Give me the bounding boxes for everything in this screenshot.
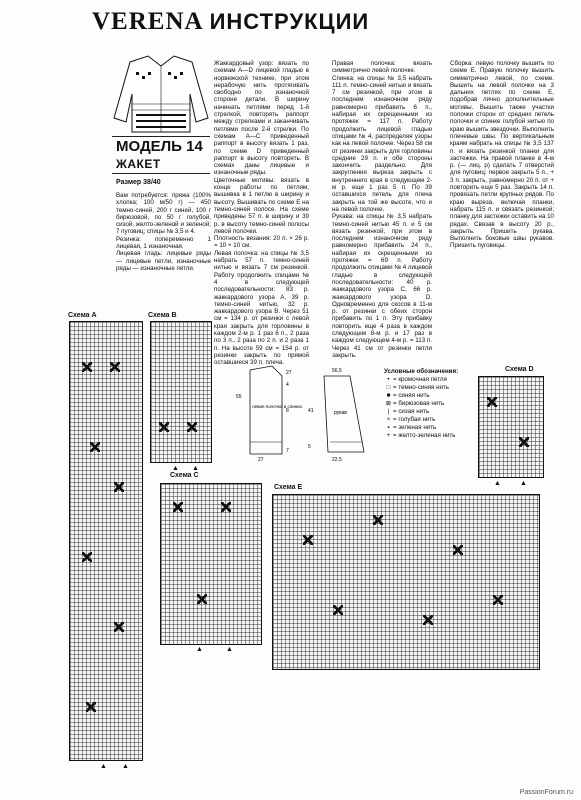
legend-symbol-icon: □	[386, 384, 391, 391]
dim-label: 41	[308, 408, 314, 414]
schema-a-label: Схема А	[68, 312, 97, 319]
schema-e-label: Схема Е	[274, 484, 303, 491]
repeat-arrow-icon: ▲	[494, 480, 501, 487]
footer-watermark: PassionForum.ru	[519, 789, 573, 796]
instructions-col-4: Сборка: левую полочку вышить по схеме Е. Правую полочку вышить симметрично левой, по схеме. Вышить на левой полочке на 3 дальних петлях по схеме Е, подобрав лично дополнительные мотивы. Вышить также участки полочки сторон от средних петель полочки и спинке голубой нитью по краю вышить звездочки. Выполнить плечевые швы. По вертикальным краям набрать на спицы № 3,5 137 п. и вязать резинкой планки для застежки. На правой планке в 4-м р. (— лиц. р) сделать 7 отверстий для пуговиц: первое закрыть 5 п., + 3 п. закрыть, равномерно 20 п. от + повторить еще 5 раз. Закрыть 14 п. провязать петли крупных рядов. По краю выреза, включая планки, набрать 115 п. и связать резинкой; планку для застежки оставить на 10 рядах. Связав в высоту 20 р., закрыть. Пришить рукава. Выполнить боковые швы рукавов. Пришить пуговицы.	[450, 60, 554, 250]
legend-text: = синяя нить	[393, 392, 430, 399]
dim-label: 27	[258, 457, 264, 462]
motif	[373, 515, 383, 525]
legend-symbol-icon: ⊠	[385, 400, 392, 407]
dim-label: 56,5	[332, 368, 342, 374]
repeat-arrow-icon: ▲	[192, 465, 199, 472]
schema-e-grid	[272, 494, 540, 670]
schema-a-grid	[69, 321, 143, 761]
legend-text: = бирюзовая нить	[393, 400, 445, 407]
dim-label: 5	[308, 444, 311, 450]
schema-c-grid	[160, 483, 262, 645]
model-title: ЖАКЕТ	[116, 157, 161, 171]
legend-symbol-icon: +	[386, 432, 391, 439]
divider	[112, 173, 210, 174]
dim-label: 4	[286, 382, 289, 388]
motif	[187, 422, 197, 432]
sleeve-label: рукав	[334, 410, 347, 416]
dim-label: 7	[286, 448, 289, 454]
motif	[114, 622, 124, 632]
motif	[519, 437, 529, 447]
motif	[86, 702, 96, 712]
repeat-arrow-icon: ▲	[100, 763, 107, 770]
legend-symbol-icon: •	[387, 376, 390, 383]
instructions-col-3: Правая полочка: вязать симметрично левой полочке. Спинка: на спицы № 3,5 набрать 111 п. темно-синей нитью и вязать 7 см резинкой, при этом в последнем изнаночном ряду равномерно прибавить 6 п., набирая их скрещенными из протяжек = 117 п. Работу продолжить лицевой гладью спицами № 4, распределяя узоры как на левой полочке. Через 58 см от резинки закрыть для горловины средние 29 п. и обе стороны закончить раздельно. Для закругления выреза закрыть с внутреннего края в следующем 2-м р. еще 1 раз 5 п. По 39 оставшихся петель для плеча закрыть на той же высоте, что и на левой полочке. Рукава: на спицы № 3,5 набрать темно-синей нитью 45 п. и 5 см вязать резинкой, при этом в последнем изнаночном ряду равномерно прибавить 24 п., набирая их скрещенными из протяжек = 69 п. Работу продолжить спицами № 4 лицевой гладью в следующей последовательности: 40 р. жаккардового узора С, 66 р. жаккардового узора D. Одновременно для скосов в 11-м р. от резинки с обеих сторон прибавить по 1 п. Эту прибавку повторить еще 4 раза в каждом следующем 8-м р. и 17 раз в каждом следующем 4-м р. = 113 п. Через 41 см от резинки петли закрыть.	[332, 60, 432, 359]
legend-symbol-icon: ■	[386, 392, 391, 399]
materials-text: Вам потребуется: пряжа (100% хлопка; 100 м/50 г) — 450 темно-синей, 200 г синей, 100 г бирюзовой, по 50 г голубой, сизой, желто-зеленой и зеленой; 7 пуговиц; спицы № 3,5 и 4. Резинка: попеременно 1 лицевая, 1 изнаночная. Лицевая гладь: лицевые ряды — лицевые петли, изнаночные ряды — изнаночные петли.	[116, 192, 211, 272]
motif	[82, 362, 92, 372]
section-title: ИНСТРУКЦИИ	[209, 9, 370, 34]
motif	[197, 594, 207, 604]
motif	[493, 595, 503, 605]
motif	[487, 397, 497, 407]
dim-label: 8	[286, 408, 289, 414]
motif	[221, 502, 231, 512]
motif	[423, 615, 433, 625]
motif	[114, 482, 124, 492]
repeat-arrow-icon: ▲	[172, 465, 179, 472]
motif	[110, 362, 120, 372]
legend-symbol-icon: |	[387, 408, 390, 415]
model-number: МОДЕЛЬ 14	[116, 138, 203, 155]
motif	[303, 535, 313, 545]
legend-symbol-icon: ▪	[387, 424, 390, 431]
motif	[333, 605, 343, 615]
motif	[173, 502, 183, 512]
schema-c-label: Схема С	[170, 472, 199, 479]
legend-text: = зеленая нить	[393, 424, 437, 431]
page-header	[92, 8, 369, 36]
motif	[82, 552, 92, 562]
legend-text: = голубая нить	[393, 416, 436, 423]
pattern-drawings	[232, 362, 372, 462]
schema-d-grid	[478, 376, 544, 478]
legend-text: = сизая нить	[393, 408, 430, 415]
dim-label: 55	[236, 394, 242, 400]
schema-d-label: Схема D	[505, 366, 534, 373]
schema-b-grid	[150, 321, 212, 463]
divider	[112, 136, 210, 137]
legend-text: = кромочная петля	[393, 376, 447, 383]
legend-title: Условные обозначения:	[384, 368, 459, 375]
legend-text: = желто-зеленая нить	[393, 432, 456, 439]
repeat-arrow-icon: ▲	[196, 646, 203, 653]
repeat-arrow-icon: ▲	[226, 646, 233, 653]
front-label: левая полочка и спинка	[252, 404, 302, 409]
repeat-arrow-icon: ▲	[520, 480, 527, 487]
repeat-arrow-icon: ▲	[122, 763, 129, 770]
legend-text: = темно-синяя нить	[393, 384, 450, 391]
model-size: Размер 38/40	[116, 179, 161, 186]
motif	[90, 442, 100, 452]
motif	[159, 422, 169, 432]
brand-logo: VERENA	[92, 8, 204, 35]
jacket-illustration	[108, 54, 214, 134]
dim-label: 27	[286, 370, 292, 376]
motif	[453, 545, 463, 555]
legend-symbol-icon: ×	[386, 416, 391, 423]
schema-b-label: Схема В	[148, 312, 177, 319]
dim-label: 22,5	[332, 457, 342, 462]
instructions-col-2: Жаккардовый узор: вязать по схемам А—D лицевой гладью в норвежской технике, при этом нерабочую нить протягивать свободно по изнаночной стороне детали. В ширину начинать петлями перед 1-й стрелкой, повторять раппорт между стрелками и заканчивать петлями после 2-й стрелки. По схемам А—С приведенный раппорт в высоту вязать 1 раз, по схеме D приведенный раппорт в высоту повторять. В схемах даны лицевые и изнаночные ряды. Цветочные мотивы: вязать в конце работы по петлям, вышивка в 1 петлю в ширину и высоту. Вышивать по схеме Е на темно-синей полосе. На схеме приведены 57 п. в ширину и 39 р. в высоту темно-синей полосы левой полочки. Плотность вязания: 20 п. × 26 р. = 10 × 10 см. Левая полочка: на спицы № 3,5 набрать 57 п. темно-синей нитью и вязать 7 см резинкой. Работу продолжить спицами № 4 в следующей последовательности: 83 р. жаккардового узора А, 39 р. темно-синей нитью, 32 р. жаккардового узора В. Через 51 см = 134 р. от резинки с левой края закрыть для горловины в каждом 2-м р. 1 раз 6 п., 2 раза по 3 п., 2 раза по 2 п. и 2 раза 1 п. На высоте 59 см = 154 р. от резинки закрыть по прямой оставшиеся 39 п. плеча.	[214, 60, 309, 367]
